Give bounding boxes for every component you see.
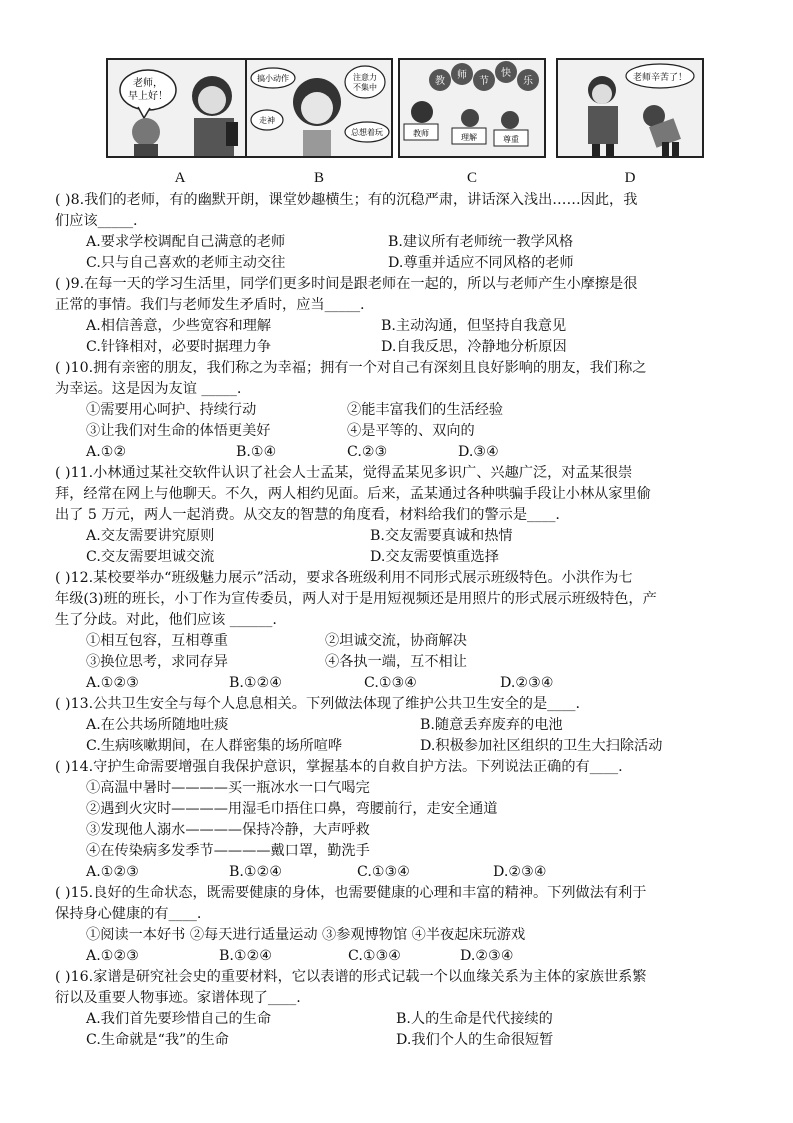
sign-teacher: 教师 <box>413 129 429 138</box>
q14-statement-3: ③发现他人溺水————保持冷静，大声呼救 <box>86 822 370 838</box>
q14-option-a: A.①②③ <box>86 864 139 880</box>
image-label-a: A <box>174 170 186 186</box>
q8-option-d: D.尊重并适应不同风格的老师 <box>388 255 574 271</box>
q15-statements: ①阅读一本好书 ②每天进行适量运动 ③参观博物馆 ④半夜起床玩游戏 <box>86 927 526 943</box>
q9-option-b: B.主动沟通，但坚持自我意见 <box>381 318 567 334</box>
q8-option-c: C.只与自己喜欢的老师主动交往 <box>86 255 286 271</box>
q10-statement-1: ①需要用心呵护、持续行动 <box>86 402 257 418</box>
image-panel-c <box>398 58 546 158</box>
balloon-char-4: 快 <box>501 68 511 79</box>
q9-stem-line2: 正常的事情。我们与老师发生矛盾时，应当_____. <box>55 297 365 313</box>
q8-stem-line1: ( )8.我们的老师，有的幽默开朗，课堂妙趣横生；有的沉稳严肃，讲话深入浅出……因此，我 <box>55 192 638 208</box>
q8-option-b: B.建议所有老师统一教学风格 <box>388 234 574 250</box>
balloon-char-2: 师 <box>457 70 467 81</box>
q14-option-c: C.①③④ <box>357 864 411 880</box>
q12-statement-3: ③换位思考，求同存异 <box>86 654 228 670</box>
q11-option-b: B.交友需要真诚和热情 <box>370 528 513 544</box>
q15-option-b: B.①②④ <box>219 948 273 964</box>
q13-option-d: D.积极参加社区组织的卫生大扫除活动 <box>420 738 663 754</box>
q16-stem-line2: 衍以及重要人物事迹。家谱体现了____. <box>55 990 301 1006</box>
q11-option-d: D.交友需要慎重选择 <box>370 549 499 565</box>
q12-option-b: B.①②④ <box>229 675 283 691</box>
image-panel-a <box>106 58 254 158</box>
thanks-bubble: 老师辛苦了！ <box>632 73 688 83</box>
q14-statement-1: ①高温中暑时————买一瓶冰水一口气喝完 <box>86 780 370 796</box>
q12-option-a: A.①②③ <box>86 675 139 691</box>
q12-statement-4: ④各执一端，互不相让 <box>325 654 467 670</box>
q13-stem-line1: ( )13.公共卫生安全与每个人息息相关。下列做法体现了维护公共卫生安全的是____. <box>55 696 581 712</box>
q15-option-c: C.①③④ <box>348 948 402 964</box>
q11-stem-line1: ( )11.小林通过某社交软件认识了社会人士孟某，觉得孟某见多识广、兴趣广泛，对孟某很崇 <box>55 465 633 481</box>
q12-stem-line3: 生了分歧。对此，他们应该 ______. <box>55 612 277 628</box>
q15-stem-line1: ( )15.良好的生命状态，既需要健康的身体，也需要健康的心理和丰富的精神。下列做法有利于 <box>55 885 647 901</box>
image-label-c: C <box>466 170 477 186</box>
q16-option-c: C.生命就是“我”的生命 <box>86 1032 229 1048</box>
balloon-char-5: 乐 <box>523 76 533 87</box>
greeting-bubble-line2: 早上好！ <box>128 91 168 102</box>
tag-not-focused: 不集中 <box>353 83 377 92</box>
q10-statement-3: ③让我们对生命的体悟更美好 <box>86 423 271 439</box>
q10-option-d: D.③④ <box>458 444 499 460</box>
q14-option-b: B.①②④ <box>229 864 283 880</box>
q12-option-d: D.②③④ <box>500 675 554 691</box>
q10-option-b: B.①④ <box>236 444 277 460</box>
image-panel-b <box>245 58 393 158</box>
q13-option-c: C.生病咳嗽期间，在人群密集的场所喧哗 <box>86 738 343 754</box>
q13-option-b: B.随意丢弃废弃的电池 <box>420 717 563 733</box>
q10-stem-line1: ( )10.拥有亲密的朋友，我们称之为幸福；拥有一个对自己有深刻且良好影响的朋友，我们称之 <box>55 360 647 376</box>
bowing-student-illustration <box>558 60 702 156</box>
q16-option-d: D.我们个人的生命很短暂 <box>396 1032 554 1048</box>
q15-stem-line2: 保持身心健康的有____. <box>55 906 202 922</box>
q11-stem-line3: 出了 5 万元，两人一起消费。从交友的智慧的角度看，材料给我们的警示是____. <box>55 507 560 523</box>
q10-option-a: A.①② <box>86 444 127 460</box>
q10-option-c: C.②③ <box>347 444 388 460</box>
q16-stem-line1: ( )16.家谱是研究社会史的重要材料，它以表谱的形式记载一个以血缘关系为主体的家族世系繁 <box>55 969 647 985</box>
q10-stem-line2: 为幸运。这是因为友谊 _____. <box>55 381 242 397</box>
sign-respect: 尊重 <box>503 135 519 144</box>
q16-option-b: B.人的生命是代代接续的 <box>396 1011 553 1027</box>
q14-statement-4: ④在传染病多发季节————戴口罩，勤洗手 <box>86 843 370 859</box>
q8-option-a: A.要求学校调配自己满意的老师 <box>86 234 286 250</box>
balloon-char-3: 节 <box>479 76 489 87</box>
q15-option-a: A.①②③ <box>86 948 139 964</box>
q13-option-a: A.在公共场所随地吐痰 <box>86 717 229 733</box>
q9-option-c: C.针锋相对，必要时据理力争 <box>86 339 272 355</box>
q12-stem-line1: ( )12.某校要举办“班级魅力展示”活动，要求各班级利用不同形式展示班级特色。小洪作为七 <box>55 570 633 586</box>
image-label-b: B <box>313 170 324 186</box>
tag-want-play: 总想着玩 <box>351 128 383 137</box>
q10-statement-2: ②能丰富我们的生活经验 <box>347 402 504 418</box>
sign-understand: 理解 <box>461 133 477 142</box>
q14-option-d: D.②③④ <box>493 864 547 880</box>
tag-attention: 注意力 <box>353 73 377 82</box>
q15-option-d: D.②③④ <box>460 948 514 964</box>
q14-stem-line1: ( )14.守护生命需要增强自我保护意识，掌握基本的自救自护方法。下列说法正确的有____. <box>55 759 623 775</box>
q8-stem-line2: 们应该_____. <box>55 213 138 229</box>
q12-statement-2: ②坦诚交流，协商解决 <box>325 633 467 649</box>
q14-statement-2: ②遇到火灾时————用湿毛巾捂住口鼻，弯腰前行，走安全通道 <box>86 801 498 817</box>
tag-small-actions: 搞小动作 <box>257 74 289 83</box>
q10-statement-4: ④是平等的、双向的 <box>347 423 475 439</box>
q11-option-a: A.交友需要讲究原则 <box>86 528 215 544</box>
q11-stem-line2: 拜，经常在网上与他聊天。不久，两人相约见面。后来，孟某通过各种哄骗手段让小林从家里偷 <box>55 486 651 502</box>
q9-stem-line1: ( )9.在每一天的学习生活里，同学们更多时间是跟老师在一起的，所以与老师产生小摩擦是很 <box>55 276 638 292</box>
tag-daydream: 走神 <box>259 116 275 125</box>
image-panel-d <box>556 58 704 158</box>
q9-option-d: D.自我反思，冷静地分析原因 <box>381 339 567 355</box>
q16-option-a: A.我们首先要珍惜自己的生命 <box>86 1011 272 1027</box>
q9-option-a: A.相信善意，少些宽容和理解 <box>86 318 272 334</box>
q11-option-c: C.交友需要坦诚交流 <box>86 549 215 565</box>
teachers-day-illustration <box>400 60 544 156</box>
q12-statement-1: ①相互包容，互相尊重 <box>86 633 228 649</box>
image-label-d: D <box>624 170 636 186</box>
q12-stem-line2: 年级(3)班的班长，小丁作为宣传委员，两人对于是用短视频还是用照片的形式展示班级特色，产 <box>55 591 657 607</box>
greeting-bubble-line1: 老师， <box>133 78 163 89</box>
q12-option-c: C.①③④ <box>364 675 418 691</box>
distracted-student-illustration <box>247 60 391 156</box>
balloon-char-1: 教 <box>435 76 445 87</box>
teacher-greeting-illustration <box>108 60 252 156</box>
